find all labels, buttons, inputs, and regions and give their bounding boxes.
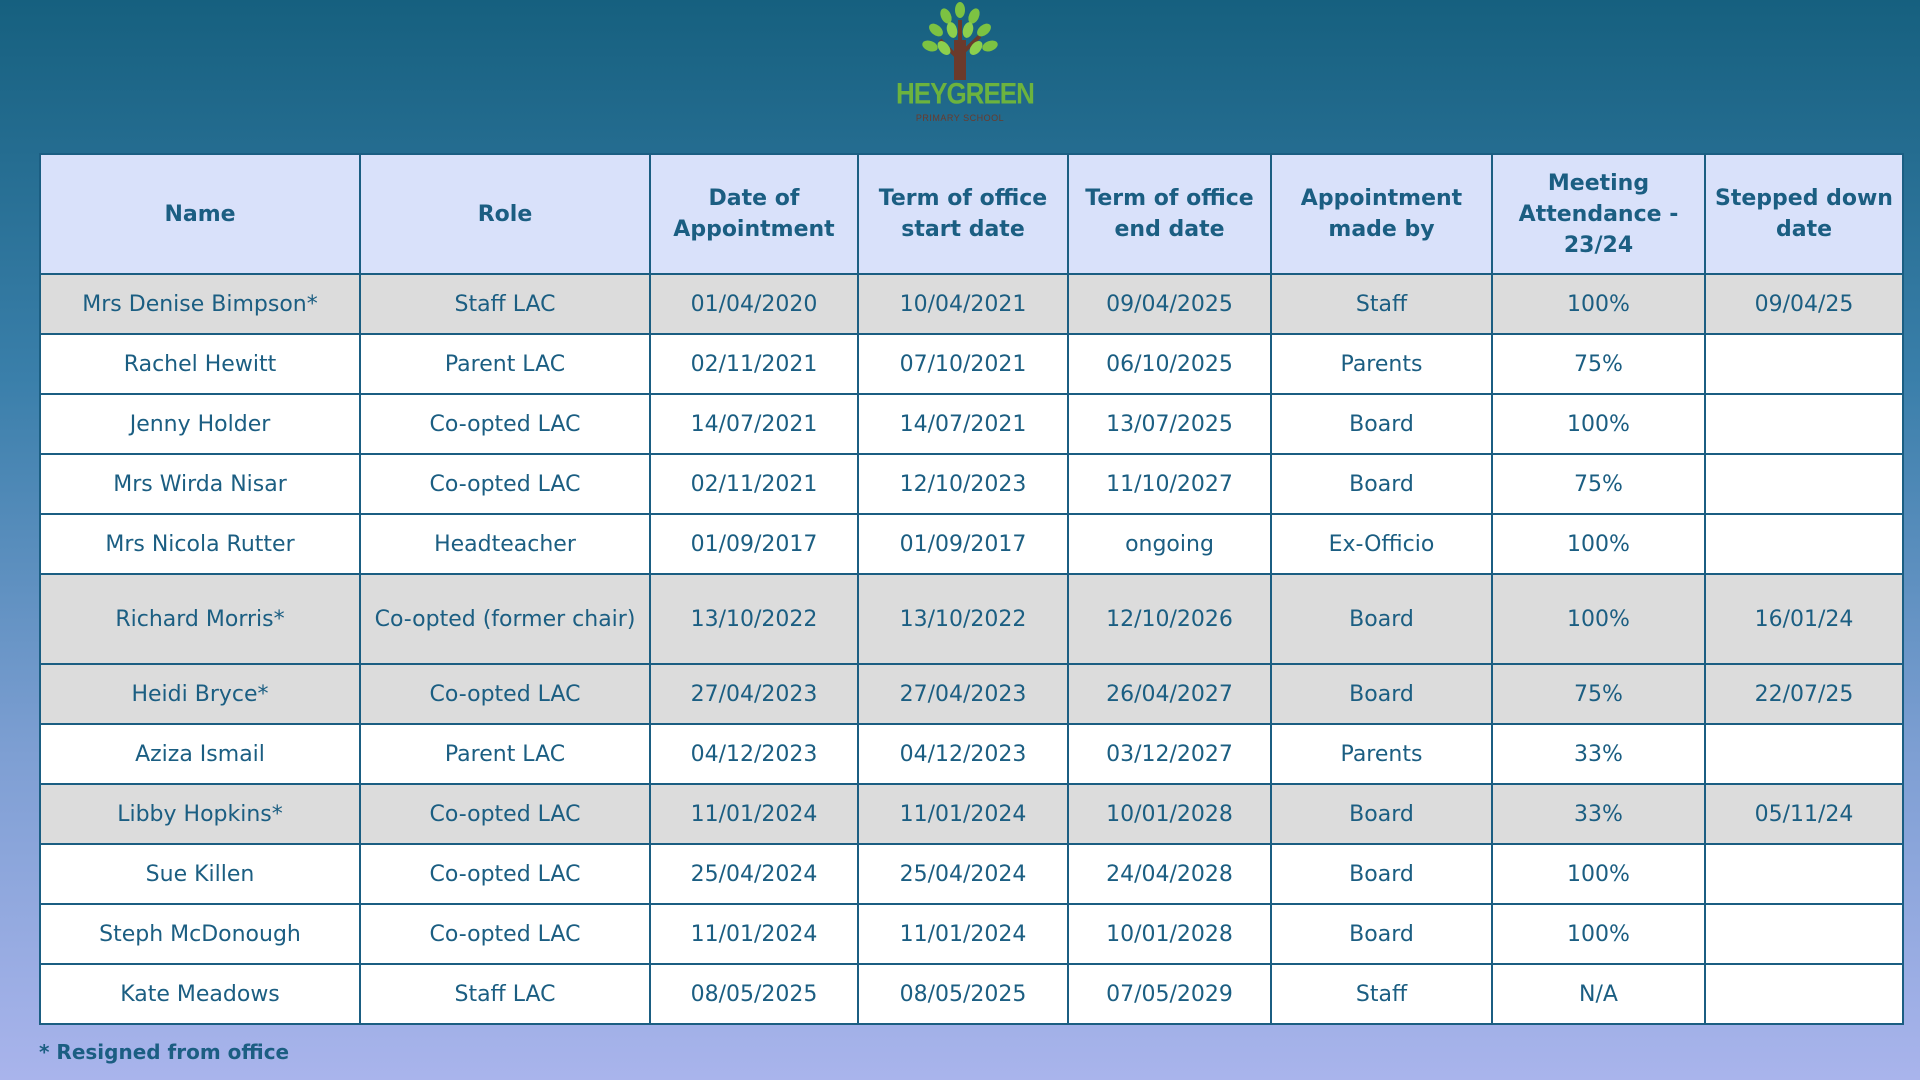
footnote-resigned: * Resigned from office <box>39 1040 290 1064</box>
cell-name: Mrs Denise Bimpson* <box>40 274 360 334</box>
header-role: Role <box>360 154 650 274</box>
cell-stepped-down <box>1705 904 1903 964</box>
cell-name: Mrs Nicola Rutter <box>40 514 360 574</box>
cell-attendance: 75% <box>1492 454 1705 514</box>
cell-stepped-down <box>1705 844 1903 904</box>
cell-name: Richard Morris* <box>40 574 360 664</box>
cell-date-of-appointment: 25/04/2024 <box>650 844 858 904</box>
header-name: Name <box>40 154 360 274</box>
cell-name: Sue Killen <box>40 844 360 904</box>
cell-name: Aziza Ismail <box>40 724 360 784</box>
header-stepped-down-date: Stepped down date <box>1705 154 1903 274</box>
cell-appointed-by: Staff <box>1271 274 1492 334</box>
cell-attendance: 100% <box>1492 394 1705 454</box>
school-logo <box>896 0 1034 130</box>
cell-role: Co-opted LAC <box>360 784 650 844</box>
cell-appointed-by: Board <box>1271 394 1492 454</box>
cell-term-start: 25/04/2024 <box>858 844 1068 904</box>
cell-date-of-appointment: 27/04/2023 <box>650 664 858 724</box>
cell-term-end: 24/04/2028 <box>1068 844 1271 904</box>
cell-stepped-down <box>1705 724 1903 784</box>
table-row <box>40 514 1903 574</box>
cell-attendance: 33% <box>1492 784 1705 844</box>
cell-attendance: 33% <box>1492 724 1705 784</box>
cell-appointed-by: Board <box>1271 664 1492 724</box>
cell-term-start: 11/01/2024 <box>858 784 1068 844</box>
cell-term-end: 10/01/2028 <box>1068 784 1271 844</box>
cell-name: Jenny Holder <box>40 394 360 454</box>
cell-date-of-appointment: 04/12/2023 <box>650 724 858 784</box>
cell-term-end: 10/01/2028 <box>1068 904 1271 964</box>
cell-term-start: 13/10/2022 <box>858 574 1068 664</box>
cell-role: Co-opted (former chair) <box>360 574 650 664</box>
cell-name: Libby Hopkins* <box>40 784 360 844</box>
table-row <box>40 394 1903 454</box>
cell-appointed-by: Board <box>1271 844 1492 904</box>
cell-attendance: 75% <box>1492 334 1705 394</box>
cell-stepped-down <box>1705 394 1903 454</box>
cell-role: Co-opted LAC <box>360 904 650 964</box>
table-row <box>40 574 1903 664</box>
cell-role: Staff LAC <box>360 964 650 1024</box>
header-term-start-date: Term of office start date <box>858 154 1068 274</box>
cell-term-start: 07/10/2021 <box>858 334 1068 394</box>
cell-term-end: 12/10/2026 <box>1068 574 1271 664</box>
table-row <box>40 904 1903 964</box>
table-row <box>40 664 1903 724</box>
header-meeting-attendance: Meeting Attendance - 23/24 <box>1492 154 1705 274</box>
cell-term-end: 07/05/2029 <box>1068 964 1271 1024</box>
cell-appointed-by: Parents <box>1271 334 1492 394</box>
cell-appointed-by: Board <box>1271 454 1492 514</box>
cell-attendance: 100% <box>1492 844 1705 904</box>
cell-stepped-down: 16/01/24 <box>1705 574 1903 664</box>
cell-term-start: 11/01/2024 <box>858 904 1068 964</box>
logo-school-subtitle: PRIMARY SCHOOL <box>915 113 1005 123</box>
cell-attendance: 75% <box>1492 664 1705 724</box>
cell-appointed-by: Ex-Officio <box>1271 514 1492 574</box>
cell-term-end: 11/10/2027 <box>1068 454 1271 514</box>
cell-date-of-appointment: 08/05/2025 <box>650 964 858 1024</box>
cell-role: Parent LAC <box>360 334 650 394</box>
cell-stepped-down <box>1705 334 1903 394</box>
cell-date-of-appointment: 02/11/2021 <box>650 334 858 394</box>
cell-stepped-down: 22/07/25 <box>1705 664 1903 724</box>
cell-stepped-down <box>1705 964 1903 1024</box>
cell-appointed-by: Staff <box>1271 964 1492 1024</box>
cell-stepped-down <box>1705 454 1903 514</box>
cell-term-start: 01/09/2017 <box>858 514 1068 574</box>
cell-date-of-appointment: 11/01/2024 <box>650 904 858 964</box>
cell-attendance: 100% <box>1492 274 1705 334</box>
table-row <box>40 724 1903 784</box>
cell-role: Headteacher <box>360 514 650 574</box>
cell-name: Mrs Wirda Nisar <box>40 454 360 514</box>
header-term-end-date: Term of office end date <box>1068 154 1271 274</box>
cell-date-of-appointment: 02/11/2021 <box>650 454 858 514</box>
cell-attendance: N/A <box>1492 964 1705 1024</box>
table-row <box>40 334 1903 394</box>
cell-date-of-appointment: 11/01/2024 <box>650 784 858 844</box>
cell-name: Rachel Hewitt <box>40 334 360 394</box>
cell-term-start: 10/04/2021 <box>858 274 1068 334</box>
cell-attendance: 100% <box>1492 904 1705 964</box>
header-date-of-appointment: Date of Appointment <box>650 154 858 274</box>
cell-date-of-appointment: 14/07/2021 <box>650 394 858 454</box>
cell-date-of-appointment: 01/04/2020 <box>650 274 858 334</box>
cell-role: Staff LAC <box>360 274 650 334</box>
governors-table <box>39 153 1904 1025</box>
cell-date-of-appointment: 13/10/2022 <box>650 574 858 664</box>
table-row <box>40 454 1903 514</box>
cell-appointed-by: Parents <box>1271 724 1492 784</box>
cell-term-start: 08/05/2025 <box>858 964 1068 1024</box>
cell-stepped-down: 05/11/24 <box>1705 784 1903 844</box>
table-header-row <box>40 154 1903 274</box>
cell-appointed-by: Board <box>1271 904 1492 964</box>
cell-term-start: 27/04/2023 <box>858 664 1068 724</box>
cell-term-start: 12/10/2023 <box>858 454 1068 514</box>
cell-role: Co-opted LAC <box>360 844 650 904</box>
table-row <box>40 784 1903 844</box>
cell-role: Co-opted LAC <box>360 394 650 454</box>
table-row <box>40 844 1903 904</box>
cell-date-of-appointment: 01/09/2017 <box>650 514 858 574</box>
cell-stepped-down <box>1705 514 1903 574</box>
logo-school-name: HEYGREEN <box>896 75 1034 111</box>
cell-name: Steph McDonough <box>40 904 360 964</box>
cell-role: Parent LAC <box>360 724 650 784</box>
cell-term-end: 13/07/2025 <box>1068 394 1271 454</box>
cell-term-end: 09/04/2025 <box>1068 274 1271 334</box>
cell-term-end: 26/04/2027 <box>1068 664 1271 724</box>
header-appointment-made-by: Appointment made by <box>1271 154 1492 274</box>
cell-role: Co-opted LAC <box>360 664 650 724</box>
cell-role: Co-opted LAC <box>360 454 650 514</box>
cell-appointed-by: Board <box>1271 574 1492 664</box>
cell-term-end: 06/10/2025 <box>1068 334 1271 394</box>
cell-stepped-down: 09/04/25 <box>1705 274 1903 334</box>
cell-term-end: 03/12/2027 <box>1068 724 1271 784</box>
cell-appointed-by: Board <box>1271 784 1492 844</box>
cell-attendance: 100% <box>1492 574 1705 664</box>
cell-term-end: ongoing <box>1068 514 1271 574</box>
cell-attendance: 100% <box>1492 514 1705 574</box>
cell-name: Heidi Bryce* <box>40 664 360 724</box>
cell-term-start: 04/12/2023 <box>858 724 1068 784</box>
cell-term-start: 14/07/2021 <box>858 394 1068 454</box>
table-row <box>40 274 1903 334</box>
cell-name: Kate Meadows <box>40 964 360 1024</box>
table-row <box>40 964 1903 1024</box>
